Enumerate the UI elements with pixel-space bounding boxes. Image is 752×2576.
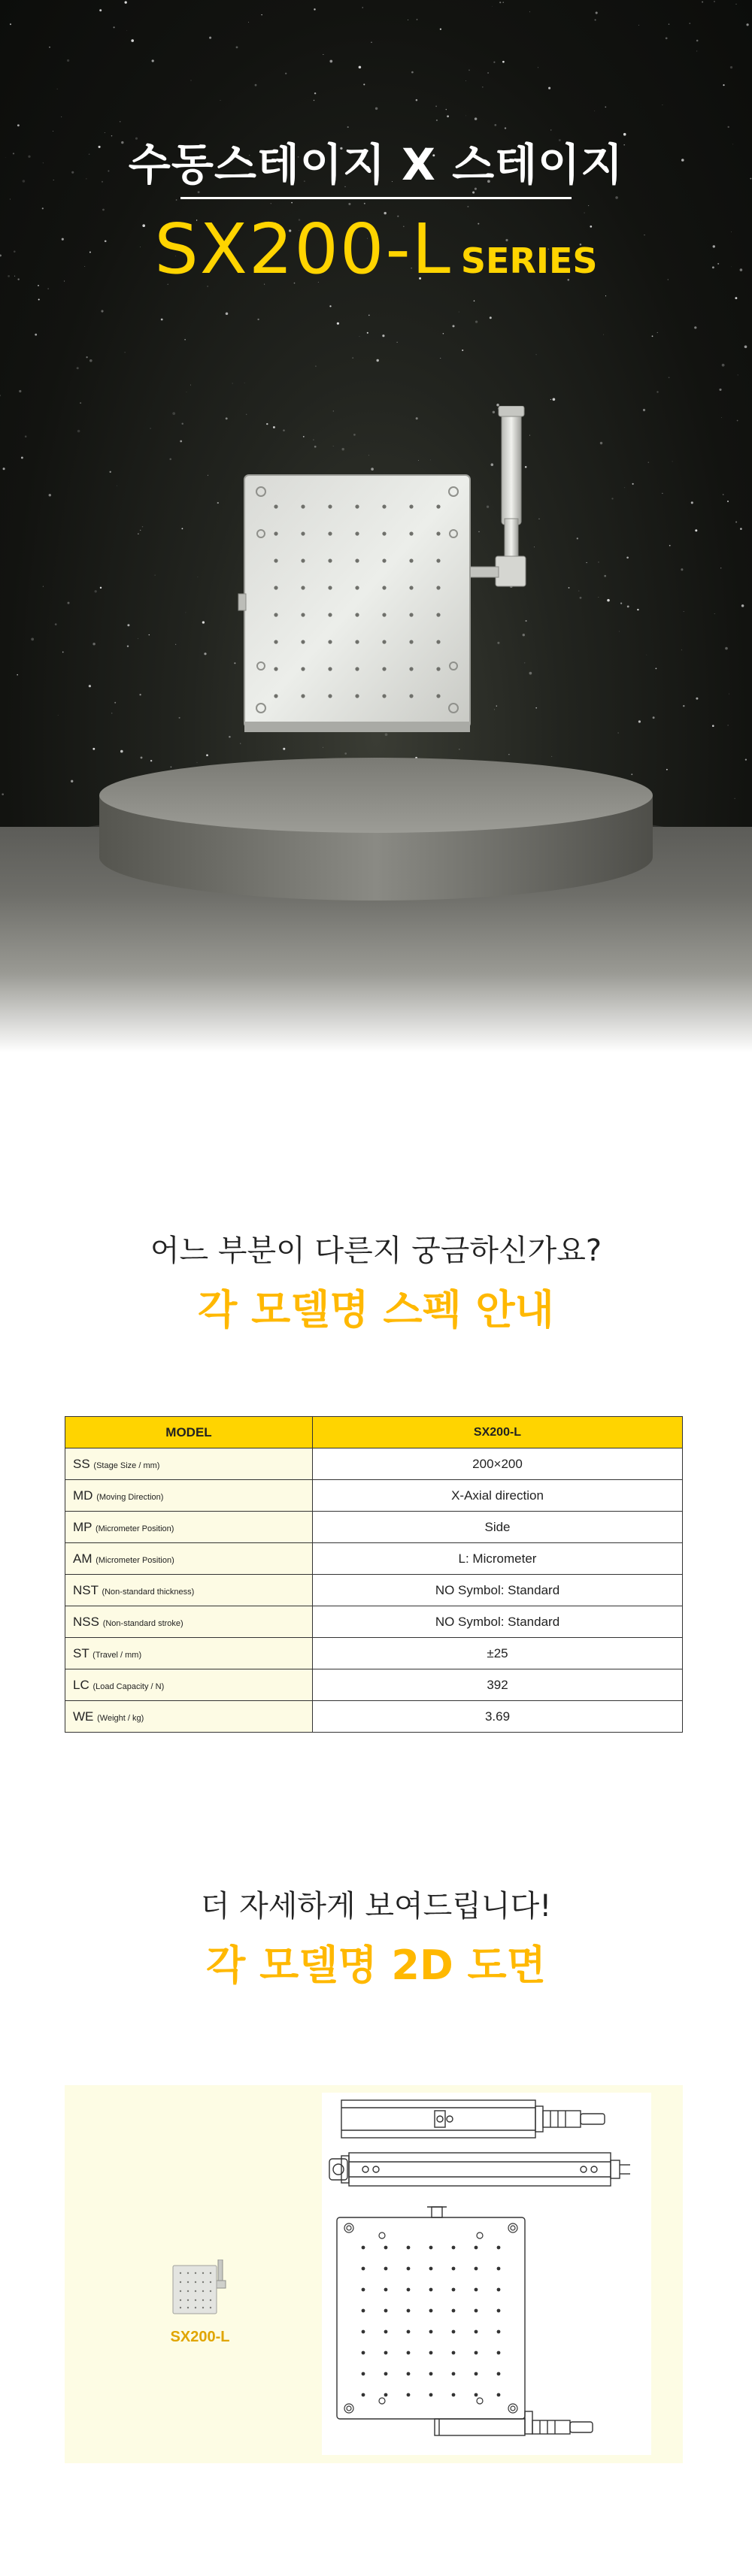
row-key <box>65 1606 313 1638</box>
row-code: MD <box>73 1488 93 1503</box>
row-desc: (Moving Direction) <box>96 1492 164 1502</box>
row-desc: (Non-standard stroke) <box>102 1618 183 1628</box>
row-key <box>65 1448 313 1480</box>
row-code: NST <box>73 1582 99 1597</box>
spec-headline: 각 모델명 스펙 안내 <box>198 1286 554 1333</box>
model-thumbnail-image <box>170 2260 230 2317</box>
drawing-top-view <box>337 2207 593 2435</box>
row-value: 200×200 <box>313 1448 683 1480</box>
stage-product-image <box>229 406 553 759</box>
row-value: ±25 <box>313 1638 683 1669</box>
series-model-name: SX200-L <box>154 209 452 289</box>
row-value: 3.69 <box>313 1701 683 1733</box>
hero-banner <box>0 0 752 1052</box>
row-desc: (Micrometer Position) <box>95 1524 174 1533</box>
header-model-label: MODEL <box>65 1417 313 1448</box>
row-key <box>65 1543 313 1575</box>
row-value: NO Symbol: Standard <box>313 1606 683 1638</box>
table-row <box>65 1575 683 1606</box>
row-value: X-Axial direction <box>313 1480 683 1512</box>
row-desc: (Load Capacity / N) <box>92 1682 165 1691</box>
row-code: MP <box>73 1519 92 1534</box>
row-code: AM <box>73 1551 92 1566</box>
row-value: 392 <box>313 1669 683 1701</box>
table-row <box>65 1448 683 1480</box>
table-row <box>65 1638 683 1669</box>
row-key <box>65 1701 313 1733</box>
row-code: WE <box>73 1709 94 1724</box>
row-value: NO Symbol: Standard <box>313 1575 683 1606</box>
drawing-question: 더 자세하게 보여드립니다! <box>200 1889 552 1924</box>
row-code: NSS <box>73 1614 99 1629</box>
row-key <box>65 1575 313 1606</box>
row-value: Side <box>313 1512 683 1543</box>
model-thumbnail-label: SX200-L <box>170 2329 230 2345</box>
row-code: LC <box>73 1677 89 1692</box>
row-desc: (Travel / mm) <box>92 1650 142 1660</box>
hero-title: 수동스테이지 X 스테이지 <box>128 139 624 190</box>
series-suffix: SERIES <box>460 241 598 281</box>
drawing-headline: 각 모델명 2D 도면 <box>206 1942 546 1989</box>
spec-table <box>65 1416 683 1733</box>
row-key <box>65 1669 313 1701</box>
header-model-name: SX200-L <box>313 1417 683 1448</box>
row-value: L: Micrometer <box>313 1543 683 1575</box>
table-row <box>65 1669 683 1701</box>
row-desc: (Non-standard thickness) <box>102 1587 195 1597</box>
row-desc: (Stage Size / mm) <box>93 1461 160 1470</box>
row-code: SS <box>73 1456 90 1471</box>
row-code: ST <box>73 1645 89 1660</box>
table-row <box>65 1543 683 1575</box>
table-row <box>65 1606 683 1638</box>
row-desc: (Weight / kg) <box>97 1713 144 1723</box>
stage-2d-drawing <box>322 2093 651 2455</box>
table-row <box>65 1701 683 1733</box>
row-key <box>65 1638 313 1669</box>
spec-table-header <box>65 1417 683 1448</box>
row-key <box>65 1512 313 1543</box>
spec-question: 어느 부분이 다른지 궁금하신가요? <box>150 1234 602 1268</box>
row-key <box>65 1480 313 1512</box>
table-row <box>65 1512 683 1543</box>
drawing-front-view <box>329 2153 630 2186</box>
row-desc: (Micrometer Position) <box>96 1555 174 1565</box>
drawing-side-view <box>341 2100 605 2138</box>
table-row <box>65 1480 683 1512</box>
